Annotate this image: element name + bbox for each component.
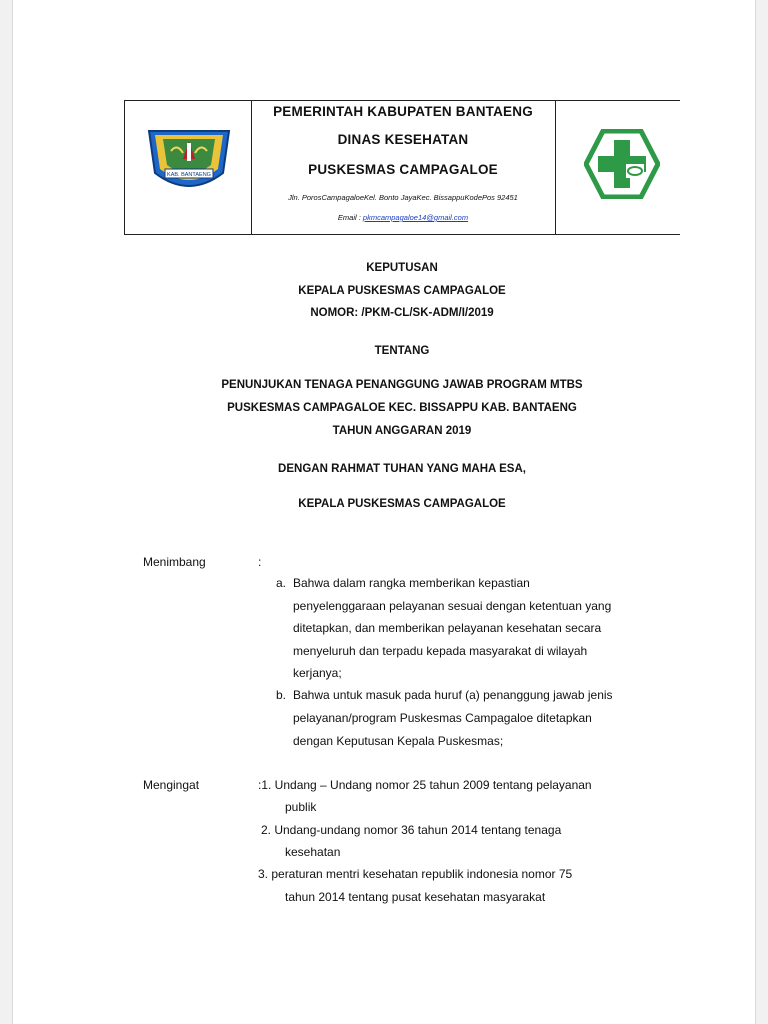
letterhead-line-3: PUSKESMAS CAMPAGALOE bbox=[308, 162, 498, 177]
letterhead-left-cell bbox=[125, 101, 252, 234]
decree-title: KEPUTUSAN bbox=[366, 262, 438, 274]
mengingat-item-3-line-2: tahun 2014 tentang pusat kesehatan masyarakat bbox=[285, 890, 546, 904]
item-b-marker: b. bbox=[276, 688, 287, 702]
mengingat-item-2-line-2: kesehatan bbox=[285, 845, 341, 859]
letterhead-line-2: DINAS KESEHATAN bbox=[337, 132, 469, 147]
item-a-line-1: Bahwa dalam rangka memberikan kepastian bbox=[293, 576, 530, 590]
mengingat-label: Mengingat bbox=[143, 778, 200, 792]
letterhead-line-1: PEMERINTAH KABUPATEN BANTAENG bbox=[273, 104, 533, 119]
email-label: Email : bbox=[337, 213, 363, 222]
item-b-line-1: Bahwa untuk masuk pada huruf (a) penanggung jawab jenis bbox=[293, 688, 613, 702]
email-link[interactable]: pkmcampagaloe14@gmail.com bbox=[362, 213, 469, 222]
item-b-line-3: dengan Keputusan Kepala Puskesmas; bbox=[293, 734, 504, 748]
letterhead-table bbox=[124, 100, 680, 235]
item-a-line-4: menyeluruh dan terpadu kepada masyarakat di wilayah bbox=[293, 644, 588, 658]
left-logo-text: KAB. BANTAENG bbox=[167, 172, 211, 178]
letterhead-right-cell bbox=[556, 101, 680, 234]
letterhead-address: Jln. PorosCampagaloeKel. Bonto JayaKec. BissappuKodePos 92451 bbox=[288, 193, 518, 202]
menimbang-label: Menimbang bbox=[143, 555, 206, 569]
invocation-line: DENGAN RAHMAT TUHAN YANG MAHA ESA, bbox=[278, 463, 526, 475]
letterhead-middle-cell bbox=[251, 101, 556, 234]
decree-number: NOMOR: /PKM-CL/SK-ADM/I/2019 bbox=[310, 307, 494, 319]
subject-line-3: TAHUN ANGGARAN 2019 bbox=[332, 425, 472, 437]
subject-line-2: PUSKESMAS CAMPAGALOE KEC. BISSAPPU KAB. BANTAENG bbox=[227, 402, 577, 414]
official-line: KEPALA PUSKESMAS CAMPAGALOE bbox=[298, 498, 506, 510]
item-a-line-5: kerjanya; bbox=[293, 666, 342, 680]
item-a-line-2: penyelenggaraan pelayanan sesuai dengan ketentuan yang bbox=[293, 599, 612, 613]
mengingat-item-1-line-1: :1. Undang – Undang nomor 25 tahun 2009 tentang pelayanan bbox=[258, 778, 592, 792]
item-a-marker: a. bbox=[276, 576, 287, 590]
mengingat-item-1-line-2: publik bbox=[285, 800, 317, 814]
item-a-line-3: ditetapkan, dan memberikan pelayanan kesehatan secara bbox=[293, 621, 602, 635]
decree-subtitle: KEPALA PUSKESMAS CAMPAGALOE bbox=[298, 285, 506, 297]
letterhead-email bbox=[251, 213, 555, 222]
mengingat-item-2-line-1: 2. Undang-undang nomor 36 tahun 2014 tentang tenaga bbox=[261, 823, 562, 837]
kabupaten-bantaeng-logo-icon bbox=[143, 123, 235, 197]
mengingat-item-3-line-1: 3. peraturan mentri kesehatan republik indonesia nomor 75 bbox=[258, 867, 573, 881]
tentang-heading: TENTANG bbox=[374, 345, 430, 357]
subject-line-1: PENUNJUKAN TENAGA PENANGGUNG JAWAB PROGRAM MTBS bbox=[221, 379, 583, 391]
item-b-line-2: pelayanan/program Puskesmas Campagaloe ditetapkan bbox=[293, 711, 592, 725]
menimbang-colon: : bbox=[258, 555, 262, 569]
puskesmas-logo-icon bbox=[584, 129, 660, 199]
